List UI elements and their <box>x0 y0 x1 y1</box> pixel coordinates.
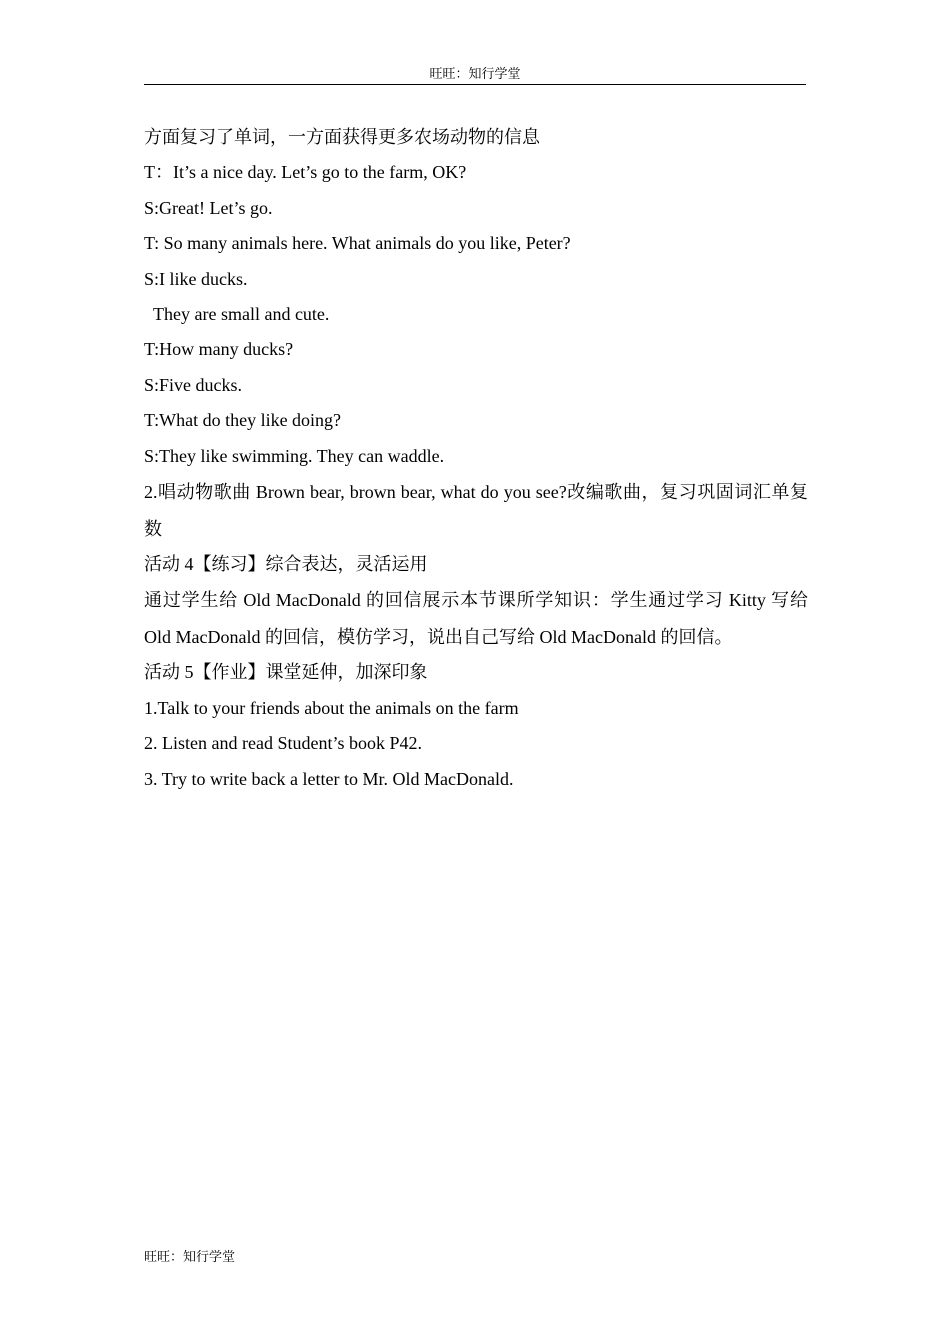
homework-item: 2. Listen and read Student’s book P42. <box>144 733 422 754</box>
dialogue-line: S:Great! Let’s go. <box>144 197 273 218</box>
dialogue-line: S:I like ducks. <box>144 268 248 289</box>
activity-5-heading: 活动 5【作业】课堂延伸，加深印象 <box>144 662 428 683</box>
homework-item: 3. Try to write back a letter to Mr. Old MacDonald. <box>144 768 514 789</box>
dialogue-line: T：It’s a nice day. Let’s go to the farm, OK? <box>144 162 467 183</box>
dialogue-line: T:How many ducks? <box>144 339 294 360</box>
song-activity-paragraph: 2.唱动物歌曲 Brown bear, brown bear, what do you see?改编歌曲，复习巩固词汇单复数 <box>144 482 808 539</box>
body-line: 方面复习了单词，一方面获得更多农场动物的信息 <box>144 127 540 147</box>
page-header: 旺旺：知行学堂 <box>144 64 806 85</box>
dialogue-line: They are small and cute. <box>153 304 330 325</box>
homework-item: 1.Talk to your friends about the animals on the farm <box>144 697 519 718</box>
dialogue-line: S:Five ducks. <box>144 374 243 395</box>
page-footer: 旺旺：知行学堂 <box>144 1249 236 1264</box>
dialogue-line: T: So many animals here. What animals do you like, Peter? <box>144 233 571 254</box>
dialogue-line: S:They like swimming. They can waddle. <box>144 445 445 466</box>
document-body <box>144 120 808 797</box>
activity-4-heading: 活动 4【练习】综合表达，灵活运用 <box>144 554 428 575</box>
dialogue-line: T:What do they like doing? <box>144 410 342 431</box>
activity-4-paragraph: 通过学生给 Old MacDonald 的回信展示本节课所学知识：学生通过学习 Kitty 写给 Old MacDonald 的回信，模仿学习，说出自己写给 Old MacDonald 的回信。 <box>144 590 808 647</box>
